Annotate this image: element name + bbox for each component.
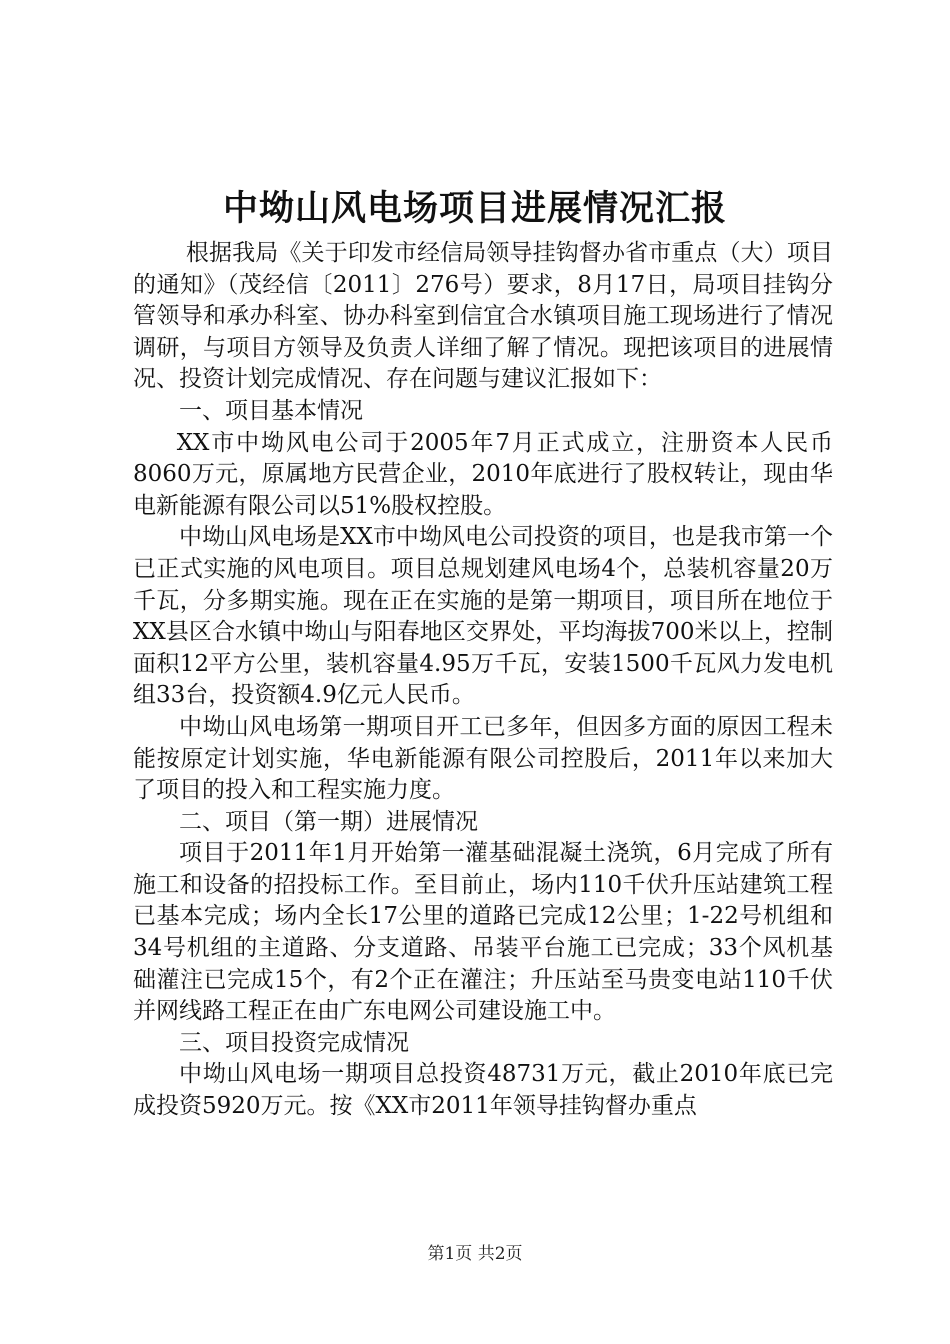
- project-history-paragraph: 中坳山风电场第一期项目开工已多年，但因多方面的原因工程未能按原定计划实施，华电新能源有限公司控股后，2011年以来加大了项目的投入和工程实施力度。: [133, 713, 833, 804]
- section-heading-basic-info: 一、项目基本情况: [179, 397, 363, 424]
- section-heading-investment: 三、项目投资完成情况: [179, 1029, 409, 1056]
- section-heading-progress: 二、项目（第一期）进展情况: [179, 808, 478, 835]
- intro-paragraph: 根据我局《关于印发市经信局领导挂钩督办省市重点（大）项目的通知》（茂经信〔2011〕276号）要求，8月17日，局项目挂钩分管领导和承办科室、协办科室到信宜合水镇项目施工现场进行了情况调研，与项目方领导及负责人详细了解了情况。现把该项目的进展情况、投资计划完成情况、存在问题与建议汇报如下：: [133, 240, 833, 393]
- document-body: [133, 238, 833, 1123]
- page-number-footer: 第1页 共2页: [427, 1244, 523, 1264]
- project-overview-paragraph: 中坳山风电场是XX市中坳风电公司投资的项目，也是我市第一个已正式实施的风电项目。项目总规划建风电场4个，总装机容量20万千瓦，分多期实施。现在正在实施的是第一期项目，项目所在地位于XX县区合水镇中坳山与阳春地区交界处，平均海拔700米以上，控制面积12平方公里，装机容量4.95万千瓦，安装1500千瓦风力发电机组33台，投资额4.9亿元人民币。: [133, 524, 833, 709]
- company-paragraph: XX市中坳风电公司于2005年7月正式成立，注册资本人民币8060万元，原属地方民营企业，2010年底进行了股权转让，现由华电新能源有限公司以51%股权控股。: [133, 429, 833, 519]
- investment-paragraph: 中坳山风电场一期项目总投资48731万元，截止2010年底已完成投资5920万元。按《XX市2011年领导挂钩督办重点: [133, 1061, 833, 1120]
- document-title: 中坳山风电场项目进展情况汇报: [222, 188, 727, 229]
- progress-paragraph: 项目于2011年1月开始第一灌基础混凝土浇筑，6月完成了所有施工和设备的招投标工作。至目前止，场内110千伏升压站建筑工程已基本完成；场内全长17公里的道路已完成12公里；1-22号机组和34号机组的主道路、分支道路、吊装平台施工已完成；33个风机基础灌注已完成15个，有2个正在灌注；升压站至马贵变电站110千伏并网线路工程正在由广东电网公司建设施工中。: [133, 840, 833, 1025]
